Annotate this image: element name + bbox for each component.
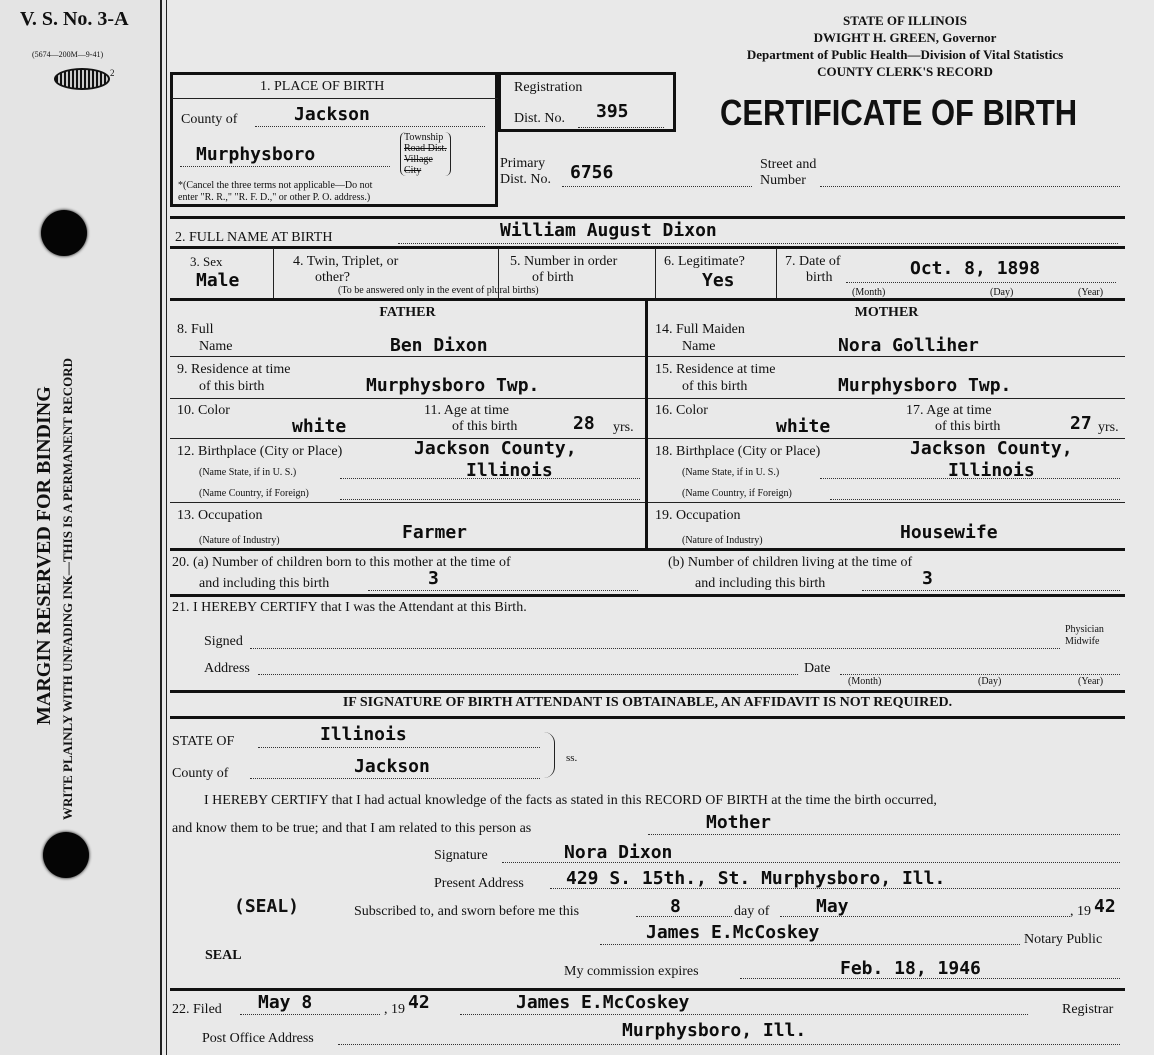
day-of-label: day of (734, 904, 770, 919)
children-born-count: 3 (428, 568, 439, 589)
attendant-year-caption: (Year) (1078, 676, 1104, 687)
primary-label: Primary (500, 156, 546, 171)
street-label: Street and (760, 157, 817, 172)
registrar-name: James E.McCoskey (516, 992, 690, 1013)
midwife-label: Midwife (1065, 636, 1100, 647)
father-name-label-2: Name (199, 339, 233, 354)
number-label: Number (760, 173, 806, 188)
registration-dist-label: Dist. No. (514, 111, 565, 126)
informant-signature: Nora Dixon (564, 842, 673, 863)
affidavit-state: Illinois (320, 724, 407, 745)
father-age-label: 11. Age at time (424, 403, 510, 418)
twin-label: 4. Twin, Triplet, or (293, 254, 399, 269)
birth-order-label: 5. Number in order (510, 254, 618, 269)
sworn-label: Subscribed to, and sworn before me this (354, 904, 580, 919)
attendant-certify: 21. I HEREBY CERTIFY that I was the Attendant at this Birth. (172, 600, 527, 615)
mother-age: 27 (1070, 413, 1092, 434)
ss-brace (544, 732, 555, 778)
affidavit-certify-1: I HEREBY CERTIFY that I had actual knowledge of the facts as stated in this RECORD OF BIRTH at the time the birth occurred, (204, 793, 937, 808)
father-name: Ben Dixon (390, 335, 488, 356)
children-born-label-2: and including this birth (199, 576, 330, 591)
legitimate-value: Yes (702, 270, 735, 291)
sworn-day: 8 (670, 896, 681, 917)
physician-label: Physician (1065, 624, 1104, 635)
county-label: County of (181, 112, 238, 127)
place-heading: 1. PLACE OF BIRTH (260, 79, 385, 94)
mother-yrs-label: yrs. (1098, 420, 1119, 435)
attendant-date-label: Date (804, 661, 831, 676)
ink-instruction: WRITE PLAINLY WITH UNFADING INK—THIS IS A PERMANENT RECORD (60, 357, 75, 820)
registrar-label: Registrar (1062, 1002, 1114, 1017)
filed-date: May 8 (258, 992, 313, 1013)
notary-public-label: Notary Public (1024, 932, 1103, 947)
mother-birthplace-city: Jackson County, (910, 438, 1073, 459)
mother-birthplace-state-label: (Name State, if in U. S.) (682, 467, 780, 478)
full-name-label: 2. FULL NAME AT BIRTH (175, 230, 333, 245)
county-value: Jackson (294, 104, 370, 125)
header-block (710, 12, 1100, 80)
father-industry-label: (Nature of Industry) (199, 535, 280, 546)
primary-dist-label: Dist. No. (500, 172, 551, 187)
certificate-title: CERTIFICATE OF BIRTH (720, 92, 1078, 133)
father-heading: FATHER (379, 305, 436, 320)
mother-heading: MOTHER (854, 305, 919, 320)
affidavit-county: Jackson (354, 756, 430, 777)
children-living-label: (b) Number of children living at the time of (668, 555, 913, 570)
township-value: Murphysboro (196, 144, 316, 165)
registration-no: 395 (596, 101, 629, 122)
relation-value: Mother (706, 812, 772, 833)
sex-value: Male (196, 270, 240, 291)
dob-label-2: birth (806, 270, 833, 285)
mother-birthplace-label: 18. Birthplace (City or Place) (655, 444, 821, 459)
dob-day-caption: (Day) (990, 287, 1014, 298)
mother-color-label: 16. Color (655, 403, 708, 418)
father-birthplace-country-label: (Name Country, if Foreign) (199, 488, 309, 499)
governor: DWIGHT H. GREEN, Governor (813, 30, 997, 45)
attendant-day-caption: (Day) (978, 676, 1002, 687)
present-address-label: Present Address (434, 876, 524, 891)
sworn-year: 42 (1094, 896, 1116, 917)
children-living-count: 3 (922, 568, 933, 589)
child-full-name: William August Dixon (500, 220, 717, 241)
commission-label: My commission expires (564, 964, 699, 979)
filed-year-prefix: , 19 (384, 1002, 405, 1017)
father-age-label-2: of this birth (452, 419, 518, 434)
state-of-label: STATE OF (172, 734, 235, 749)
children-born-label: 20. (a) Number of children born to this mother at the time of (172, 555, 511, 570)
father-residence-label: 9. Residence at time (177, 362, 291, 377)
binding-text: MARGIN RESERVED FOR BINDING (33, 386, 55, 725)
father-occupation-label: 13. Occupation (177, 508, 263, 523)
plural-note: (To be answered only in the event of plural births) (338, 285, 539, 296)
date-of-birth: Oct. 8, 1898 (910, 258, 1041, 279)
sworn-year-prefix: , 19 (1070, 904, 1091, 919)
dob-month-caption: (Month) (852, 287, 886, 298)
mother-occupation: Housewife (900, 522, 998, 543)
birth-order-label-2: of birth (532, 270, 574, 285)
father-birthplace-city: Jackson County, (414, 438, 577, 459)
sex-label: 3. Sex (190, 254, 223, 269)
mother-age-label: 17. Age at time (906, 403, 992, 418)
father-age: 28 (573, 413, 595, 434)
state-name: STATE OF ILLINOIS (842, 13, 968, 28)
father-color: white (292, 416, 347, 437)
attendant-signed-label: Signed (204, 634, 243, 649)
primary-dist-no: 6756 (570, 162, 614, 183)
registration-label: Registration (514, 80, 583, 95)
filed-label: 22. Filed (172, 1002, 222, 1017)
father-occupation: Farmer (402, 522, 468, 543)
seal-label: SEAL (205, 948, 242, 963)
mother-color: white (776, 416, 831, 437)
sworn-month: May (816, 896, 849, 917)
record-type: COUNTY CLERK'S RECORD (817, 64, 993, 79)
mother-birthplace-country-label: (Name Country, if Foreign) (682, 488, 792, 499)
commission-expires: Feb. 18, 1946 (840, 958, 981, 979)
union-label-emblem (54, 68, 110, 90)
affidavit-banner: IF SIGNATURE OF BIRTH ATTENDANT IS OBTAINABLE, AN AFFIDAVIT IS NOT REQUIRED. (342, 695, 953, 710)
mother-birthplace-state: Illinois (948, 460, 1035, 481)
seal-placeholder: (SEAL) (234, 896, 300, 917)
place-type-options: Township Road Dist. Village City (400, 132, 451, 176)
father-residence-label-2: of this birth (199, 379, 265, 394)
present-address: 429 S. 15th., St. Murphysboro, Ill. (566, 868, 946, 889)
father-birthplace-label: 12. Birthplace (City or Place) (177, 444, 343, 459)
filed-year: 42 (408, 992, 430, 1013)
binding-hole-top (41, 210, 87, 256)
dob-year-caption: (Year) (1078, 287, 1104, 298)
attendant-address-label: Address (204, 661, 250, 676)
mother-age-label-2: of this birth (935, 419, 1001, 434)
mother-residence-label-2: of this birth (682, 379, 748, 394)
notary-name: James E.McCoskey (646, 922, 820, 943)
mother-occupation-label: 19. Occupation (655, 508, 741, 523)
mother-residence: Murphysboro Twp. (838, 375, 1012, 396)
children-living-label-2: and including this birth (695, 576, 826, 591)
department: Department of Public Health—Division of Vital Statistics (746, 47, 1064, 62)
margin-rule (160, 0, 162, 1055)
ss-label: ss. (566, 752, 578, 764)
mother-name-label: 14. Full Maiden (655, 322, 745, 337)
post-office-label: Post Office Address (202, 1031, 314, 1046)
father-birthplace-state-label: (Name State, if in U. S.) (199, 467, 297, 478)
affidavit-certify-2: and know them to be true; and that I am related to this person as (172, 821, 532, 836)
county-of-label: County of (172, 766, 229, 781)
post-office-address: Murphysboro, Ill. (622, 1020, 807, 1041)
legitimate-label: 6. Legitimate? (664, 254, 745, 269)
print-code: (5674—200M—9-41) (32, 50, 104, 59)
mother-maiden-name: Nora Golliher (838, 335, 979, 356)
cancel-note: *(Cancel the three terms not applicable—Do not enter "R. R.," "R. F. D.," or other P. O. address.) (178, 180, 373, 203)
dob-label: 7. Date of (785, 254, 841, 269)
twin-label-2: other? (315, 270, 350, 285)
emblem-mark: 2 (110, 68, 115, 78)
margin-rule-inner (166, 0, 167, 1055)
father-name-label: 8. Full (177, 322, 214, 337)
binding-hole-bottom (43, 832, 89, 878)
father-birthplace-state: Illinois (466, 460, 553, 481)
attendant-month-caption: (Month) (848, 676, 882, 687)
binding-margin (0, 0, 160, 1055)
father-residence: Murphysboro Twp. (366, 375, 540, 396)
mother-residence-label: 15. Residence at time (655, 362, 776, 377)
father-yrs-label: yrs. (613, 420, 634, 435)
signature-label: Signature (434, 848, 488, 863)
form-id: V. S. No. 3-A (20, 8, 129, 30)
mother-name-label-2: Name (682, 339, 716, 354)
mother-industry-label: (Nature of Industry) (682, 535, 763, 546)
father-color-label: 10. Color (177, 403, 230, 418)
